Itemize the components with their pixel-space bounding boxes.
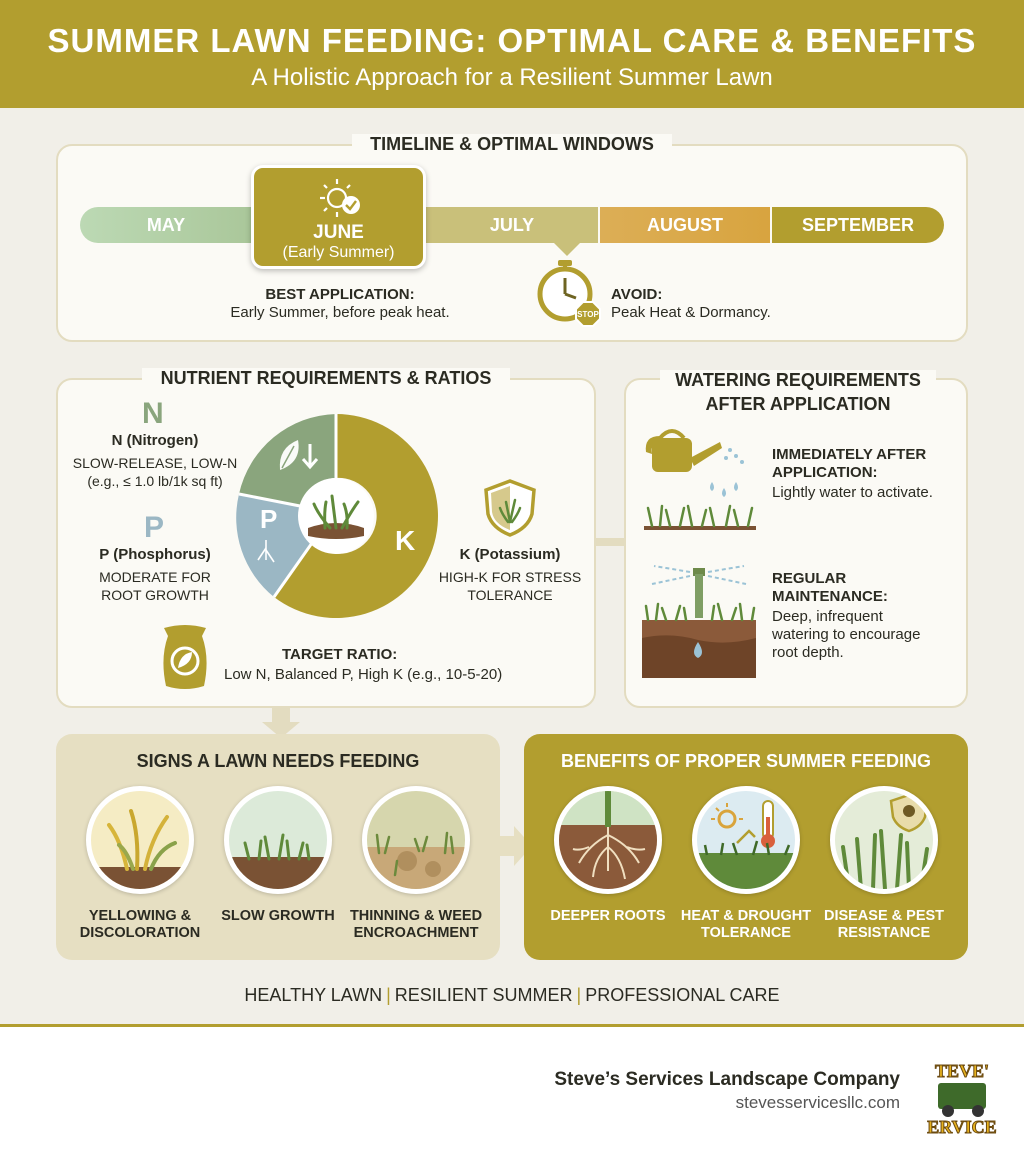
svg-text:K: K <box>395 525 416 556</box>
phosphorus-name: P (Phosphorus) <box>99 546 211 563</box>
best-application-label: BEST APPLICATION: <box>265 286 415 303</box>
company-logo <box>916 1049 1008 1141</box>
nitrogen-name: N (Nitrogen) <box>111 432 199 449</box>
regular-text-2: watering to encourage <box>772 626 921 643</box>
june-label: JUNE <box>313 222 364 243</box>
stopwatch-stop-icon <box>536 258 608 330</box>
page-subtitle: A Holistic Approach for a Resilient Summer Lawn <box>251 64 773 91</box>
svg-text:TEVE': TEVE' <box>934 1061 990 1081</box>
tagline: HEALTHY LAWN | RESILIENT SUMMER | PROFESSIONAL CARE <box>244 985 780 1005</box>
month-september: SEPTEMBER <box>772 207 944 243</box>
nutrient-title: NUTRIENT REQUIREMENTS & RATIOS <box>142 368 510 389</box>
immediately-text: Lightly water to activate. <box>772 484 933 501</box>
sign-slow-growth-image <box>224 786 332 894</box>
timeline-title: TIMELINE & OPTIMAL WINDOWS <box>352 134 672 155</box>
benefit-caption-2: HEAT & DROUGHT TOLERANCE <box>680 908 812 941</box>
phosphorus-desc-2: ROOT GROWTH <box>101 587 209 603</box>
avoid-text: Peak Heat & Dormancy. <box>611 304 771 321</box>
svg-text:STOP: STOP <box>577 310 599 319</box>
benefit-roots-image <box>554 786 662 894</box>
benefits-title: BENEFITS OF PROPER SUMMER FEEDING <box>560 751 932 771</box>
benefit-heat-image <box>692 786 800 894</box>
panel-connector <box>596 538 624 546</box>
june-sublabel: (Early Summer) <box>282 244 395 261</box>
company-name: Steve’s Services Landscape Company <box>554 1069 900 1090</box>
sun-check-icon <box>317 176 365 220</box>
npk-donut-chart <box>230 410 442 622</box>
nitrogen-desc-1: SLOW-RELEASE, LOW-N <box>72 455 238 471</box>
immediately-label-2: APPLICATION: <box>772 464 878 481</box>
svg-text:ERVICE: ERVICE <box>927 1117 997 1137</box>
nitrogen-desc-2: (e.g., ≤ 1.0 lb/1k sq ft) <box>87 473 223 489</box>
timeline-panel <box>56 144 968 342</box>
fertilizer-bag-icon <box>156 622 214 692</box>
benefit-caption-1: DEEPER ROOTS <box>550 908 666 924</box>
phosphorus-letter: P <box>144 511 165 544</box>
shield-grass-icon <box>482 478 538 538</box>
month-july: JULY <box>426 207 598 243</box>
regular-text-1: Deep, infrequent <box>772 608 883 625</box>
potassium-desc-2: TOLERANCE <box>467 587 553 603</box>
benefit-caption-3: DISEASE & PEST RESISTANCE <box>823 908 945 941</box>
sign-yellowing-image <box>86 786 194 894</box>
company-url[interactable]: stevesservicesllc.com <box>735 1093 900 1112</box>
target-ratio-label: TARGET RATIO: <box>282 646 398 663</box>
regular-text-3: root depth. <box>772 644 844 661</box>
june-highlight <box>251 165 426 269</box>
immediately-label-1: IMMEDIATELY AFTER <box>772 446 927 463</box>
sign-caption-3: THINNING & WEED ENCROACHMENT <box>349 908 483 941</box>
sign-caption-2: SLOW GROWTH <box>221 908 335 924</box>
watering-can-icon <box>640 422 758 532</box>
avoid-label: AVOID: <box>611 286 663 303</box>
regular-label-2: MAINTENANCE: <box>772 588 888 605</box>
header-banner <box>0 0 1024 108</box>
month-may: MAY <box>80 207 252 243</box>
watering-title-1: WATERING REQUIREMENTS <box>660 370 936 391</box>
sign-caption-1: YELLOWING & DISCOLORATION <box>79 908 201 941</box>
page-title: SUMMER LAWN FEEDING: OPTIMAL CARE & BENEFITS <box>47 22 977 59</box>
target-ratio-text: Low N, Balanced P, High K (e.g., 10-5-20) <box>224 666 503 683</box>
company-footer <box>0 1027 1024 1154</box>
watering-title-2: AFTER APPLICATION <box>705 394 891 414</box>
best-application-text: Early Summer, before peak heat. <box>230 304 450 321</box>
sprinkler-soil-icon <box>640 562 758 680</box>
benefit-disease-image <box>830 786 938 894</box>
potassium-desc-1: HIGH-K FOR STRESS <box>438 569 582 585</box>
phosphorus-desc-1: MODERATE FOR <box>99 569 211 585</box>
month-august: AUGUST <box>600 207 770 243</box>
sign-thinning-image <box>362 786 470 894</box>
svg-text:P: P <box>260 504 278 534</box>
regular-label-1: REGULAR <box>772 570 847 587</box>
signs-title: SIGNS A LAWN NEEDS FEEDING <box>136 751 420 771</box>
potassium-name: K (Potassium) <box>459 546 561 563</box>
july-pointer <box>554 243 580 257</box>
nitrogen-letter: N <box>142 397 164 430</box>
